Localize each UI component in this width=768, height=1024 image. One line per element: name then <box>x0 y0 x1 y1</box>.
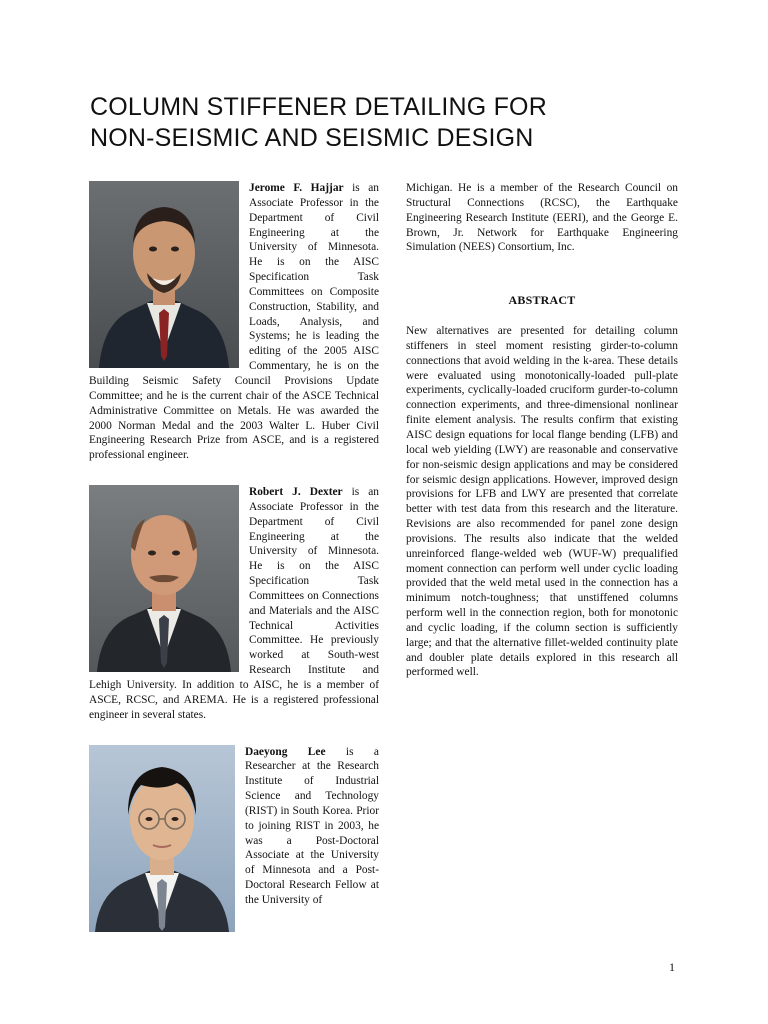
author-photo-dexter <box>89 485 239 672</box>
bio-text-dexter: Robert J. Dexter is an Associate Professor in the Department of Civil Engineering at the University of Minnesota. He is on the AISC Specification Task Committees on Connections and Materials and the AISC Technical Activities Committee. He previously worked at South-west Research Institute and Lehigh University. In addition to AISC, he is a member of ASCE, RCSC, and AREMA. He is a registered professional engineer in several states. <box>89 486 379 721</box>
title-line-1: COLUMN STIFFENER DETAILING FOR <box>90 93 547 121</box>
author-name-hajjar: Jerome F. Hajjar <box>249 182 344 194</box>
abstract-heading: ABSTRACT <box>508 293 576 308</box>
title-line-2: NON-SEISMIC AND SEISMIC DESIGN <box>90 124 534 152</box>
bio-text-hajjar: Jerome F. Hajjar is an Associate Professor in the Department of Civil Engineering at the University of Minnesota. He is on the AISC Specification Task Committees on Composite Construction, Stability, and Loads, Analysis, and Systems; he is leading the editing of the 2005 AISC Commentary, he is on the Building Seismic Safety Council Provisions Update Committee; and he is the current chair of the ASCE Technical Administrative Committee on Metals. He was awarded the 2000 Norman Medal and the 2003 Walter L. Huber Civil Engineering Research Prize from ASCE, and is a registered professional engineer. <box>89 182 379 462</box>
author-photo-lee <box>89 745 235 932</box>
author-bio-lee <box>89 745 379 936</box>
author-name-dexter: Robert J. Dexter <box>249 486 343 499</box>
page-number: 1 <box>669 960 675 974</box>
abstract-text: New alternatives are presented for detailing column stiffeners in steel moment resisting girder-to-column connections that avoid welding in the k-area. These details were evaluated using monotonically-loaded pull-plate experiments, cyclically-loaded cruciform gurder-to-column connection experiments, and three-dimensional nonlinear finite element analysis. The results confirm that existing AISC design equations for local flange bending (LFB) and local web yielding (LWY) are reasonable and conservative for non-seismic design applications and may be considered for seismic design applications. However, improved design provisions for LFB and LWY are presented that correlate better with test data from this research and the literature. Revisions are also recommended for panel zone design provisions. The results also indicate that the welded unreinforced flange-welded web (WUF-W) prequalified moment connection can perform well under cyclic loading provided that the weld metal used in the connection has a minimum notch-toughness; that unstiffened columns perform well in the connection region, both for monotonic and cyclic loading, if the column section is sufficiently large; and that the alternative fillet-welded continuity plate and doubler plate details explored in this research all performed well. <box>406 325 678 679</box>
paper-title <box>90 92 690 154</box>
author-photo-hajjar <box>89 181 239 368</box>
author-name-lee: Daeyong Lee <box>245 745 326 758</box>
author-bio-hajjar <box>89 181 379 463</box>
author-bio-dexter <box>89 485 379 723</box>
bio-text-lee: Daeyong Lee is a Researcher at the Research Institute of Industrial Science and Technology (RIST) in South Korea. Prior to joining RIST in 2003, he was a Post-Doctoral Associate at the University of Minnesota and a Post-Doctoral Research Fellow at the University of <box>245 745 379 906</box>
right-column <box>406 181 678 680</box>
left-column <box>89 181 379 950</box>
bio-text-lee-continued: Michigan. He is a member of the Research Council on Structural Connections (RCSC), the Earthquake Engineering Research Institute (EERI), and the George E. Brown, Jr. Network for Earthquake Engineering Simulation (NEES) Consortium, Inc. <box>406 182 678 254</box>
